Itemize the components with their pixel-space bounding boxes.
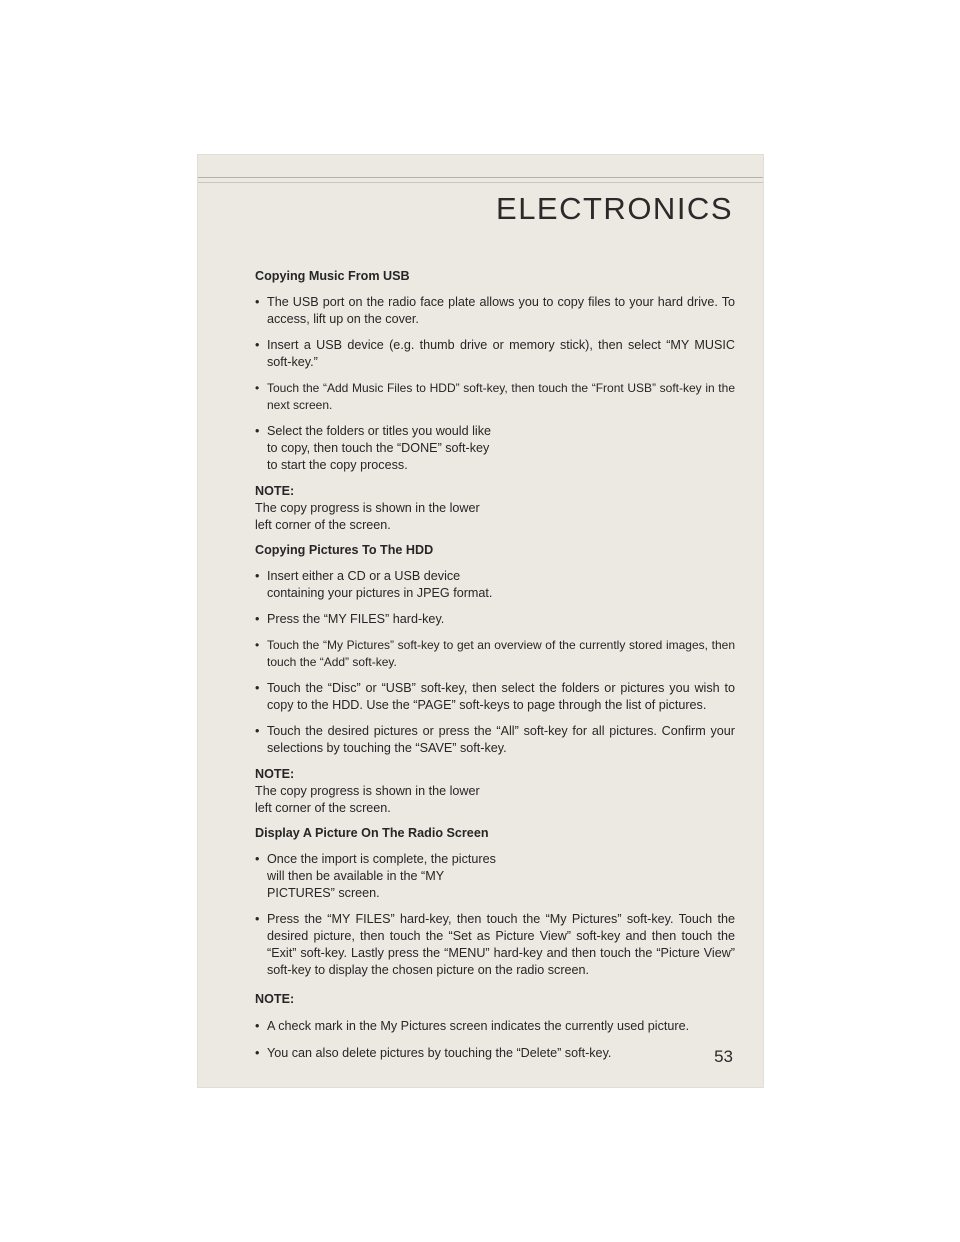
list-item: • Select the folders or titles you would like to copy, then touch the “DONE” soft-key to start the copy process. xyxy=(255,424,492,472)
list-item: • Touch the “Add Music Files to HDD” soft-key, then touch the “Front USB” soft-key in the next screen. xyxy=(255,381,735,412)
note-label: NOTE: xyxy=(255,992,295,1006)
note-text: The copy progress is shown in the lower left corner of the screen. xyxy=(255,501,480,532)
list-item: • Insert a USB device (e.g. thumb drive or memory stick), then select “MY MUSIC soft-key.” xyxy=(255,338,735,369)
list-item: • Once the import is complete, the pictures will then be available in the “MY PICTURES” screen. xyxy=(255,852,496,900)
list-item: • Press the “MY FILES” hard-key, then touch the “My Pictures” soft-key. Touch the desired picture, then touch the “Set as Picture View” soft-key and then touch the “Exit” soft-key. Lastly press the “MENU” hard-key and then touch the “Picture View” soft-key to display the chosen picture on the radio screen. xyxy=(255,912,735,977)
note-label: NOTE: xyxy=(255,484,295,498)
list-item: • You can also delete pictures by touching the “Delete” soft-key. xyxy=(255,1046,612,1060)
note-text: The copy progress is shown in the lower left corner of the screen. xyxy=(255,784,480,815)
list-item: • Press the “MY FILES” hard-key. xyxy=(255,612,445,626)
list-item: • Touch the “Disc” or “USB” soft-key, then select the folders or pictures you wish to copy to the HDD. Use the “PAGE” soft-keys to page through the list of pictures. xyxy=(255,681,735,712)
page-content xyxy=(255,268,735,1072)
manual-page xyxy=(198,155,763,1087)
heading-copying-music: Copying Music From USB xyxy=(255,269,410,283)
list-item: • The USB port on the radio face plate allows you to copy files to your hard drive. To access, lift up on the cover. xyxy=(255,295,735,326)
list-item: • A check mark in the My Pictures screen indicates the currently used picture. xyxy=(255,1019,690,1033)
list-item: • Touch the “My Pictures” soft-key to get an overview of the currently stored images, then touch the “Add” soft-key. xyxy=(255,638,735,669)
list-item: • Insert either a CD or a USB device containing your pictures in JPEG format. xyxy=(255,569,493,600)
list-item: • Touch the desired pictures or press the “All” soft-key for all pictures. Confirm your selections by touching the “SAVE” soft-key. xyxy=(255,724,735,755)
section-title: ELECTRONICS xyxy=(496,191,733,226)
note-label: NOTE: xyxy=(255,767,295,781)
header-rule-secondary xyxy=(198,182,763,183)
heading-display-picture: Display A Picture On The Radio Screen xyxy=(255,826,489,840)
heading-copying-pictures: Copying Pictures To The HDD xyxy=(255,543,434,557)
header-rule xyxy=(198,177,763,178)
page-number: 53 xyxy=(714,1047,733,1066)
